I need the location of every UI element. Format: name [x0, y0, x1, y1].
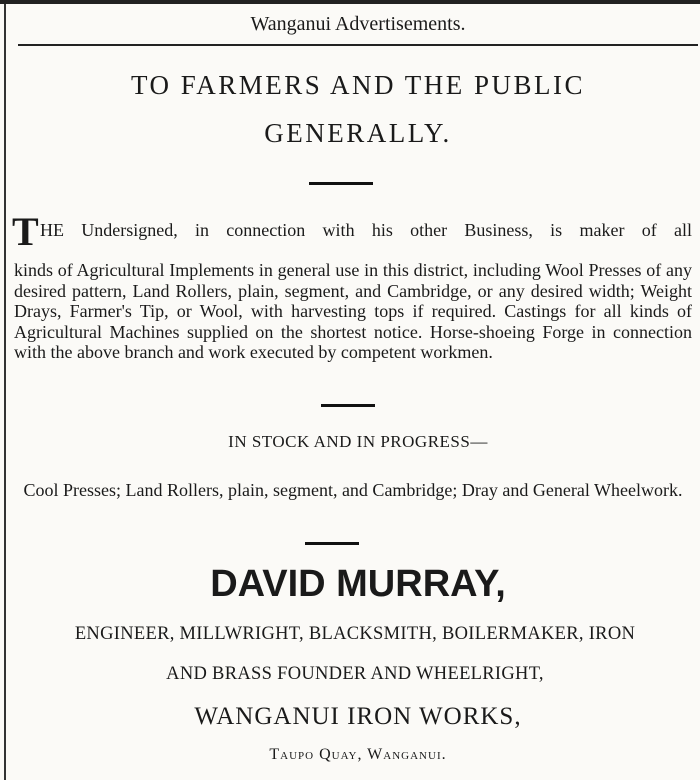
- advertiser-name: DAVID MURRAY,: [210, 563, 506, 605]
- divider-rule: [305, 542, 359, 545]
- divider-rule: [309, 182, 373, 185]
- intro-paragraph: kinds of Agricultural Implements in general use in this district, including Wool Presses of any desired pattern, Land Rollers, plain, segment, and Cambridge, or any desired width; Weight Drays, Farmer's Tip, or Wool, with harvesting tops if required. Castings for all kinds of Agricultural Machines supplied on the shortest notice. Horse-shoeing Forge in connection with the above branch and work executed by competent workmen.: [14, 260, 692, 362]
- column-border-rule: [4, 4, 6, 780]
- section-header: Wanganui Advertisements.: [250, 13, 466, 35]
- trades-line-1: ENGINEER, MILLWRIGHT, BLACKSMITH, BOILERMAKER, IRON: [74, 624, 636, 644]
- headline-line-1: TO FARMERS AND THE PUBLIC: [130, 70, 586, 100]
- address: Taupo Quay, Wanganui.: [269, 746, 447, 763]
- trades-line-2: AND BRASS FOUNDER AND WHEELRIGHT,: [166, 664, 544, 684]
- top-border-rule: [0, 0, 700, 4]
- stock-heading: IN STOCK AND IN PROGRESS—: [228, 432, 488, 451]
- headline-line-2: GENERALLY.: [264, 118, 452, 148]
- works-name: WANGANUI IRON WORKS,: [194, 703, 522, 730]
- header-rule: [18, 44, 698, 46]
- stock-items: Cool Presses; Land Rollers, plain, segment, and Cambridge; Dray and General Wheelwork.: [23, 480, 683, 500]
- intro-first-line: HE Undersigned, in connection with his other Business, is maker of all: [40, 220, 692, 240]
- drop-cap: T: [12, 209, 39, 254]
- divider-rule: [321, 404, 375, 407]
